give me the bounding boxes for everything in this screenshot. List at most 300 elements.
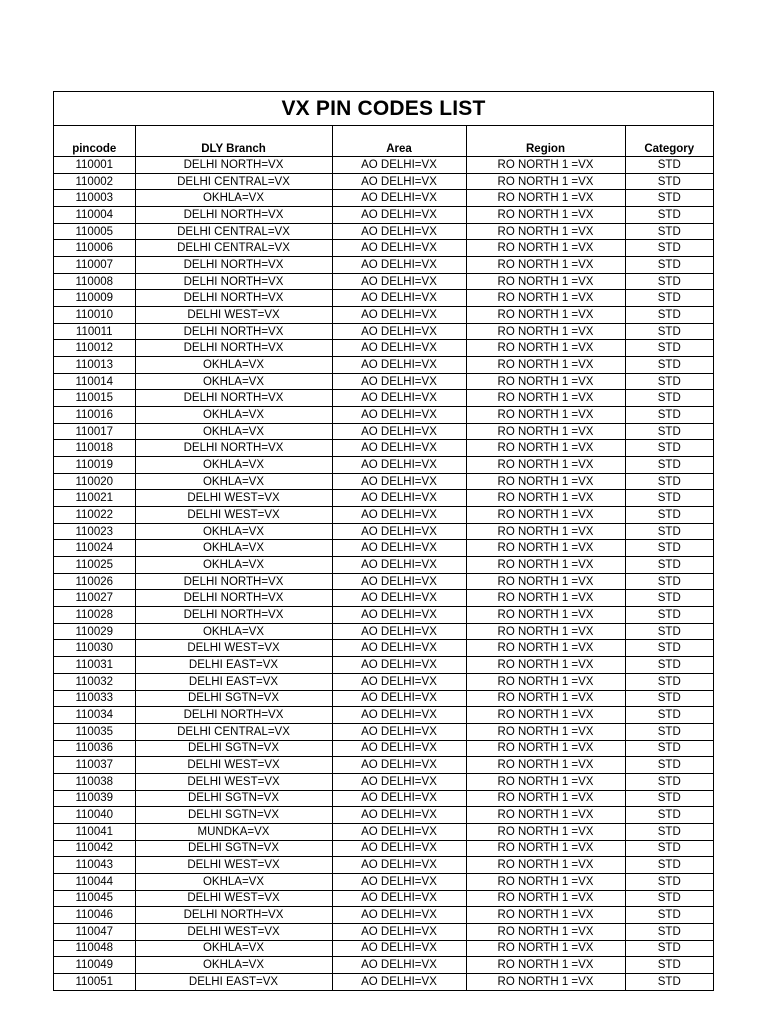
cell-area: AO DELHI=VX (332, 157, 466, 174)
table-row (54, 290, 713, 307)
cell-pincode: 110032 (54, 673, 135, 690)
table-row (54, 440, 713, 457)
cell-pincode: 110006 (54, 240, 135, 257)
cell-dly-branch: DELHI EAST=VX (135, 673, 332, 690)
cell-pincode: 110043 (54, 857, 135, 874)
cell-region: RO NORTH 1 =VX (466, 890, 625, 907)
cell-pincode: 110047 (54, 923, 135, 940)
cell-dly-branch: DELHI NORTH=VX (135, 573, 332, 590)
cell-category: STD (625, 657, 713, 674)
cell-pincode: 110039 (54, 790, 135, 807)
cell-pincode: 110014 (54, 373, 135, 390)
cell-pincode: 110037 (54, 757, 135, 774)
table-row (54, 940, 713, 957)
cell-area: AO DELHI=VX (332, 240, 466, 257)
cell-pincode: 110029 (54, 623, 135, 640)
cell-pincode: 110026 (54, 573, 135, 590)
table-row (54, 273, 713, 290)
table-row (54, 823, 713, 840)
cell-area: AO DELHI=VX (332, 590, 466, 607)
cell-dly-branch: DELHI EAST=VX (135, 657, 332, 674)
cell-region: RO NORTH 1 =VX (466, 273, 625, 290)
cell-category: STD (625, 673, 713, 690)
cell-pincode: 110013 (54, 357, 135, 374)
cell-region: RO NORTH 1 =VX (466, 823, 625, 840)
table-row (54, 590, 713, 607)
table-row (54, 657, 713, 674)
cell-category: STD (625, 190, 713, 207)
cell-dly-branch: DELHI NORTH=VX (135, 273, 332, 290)
cell-dly-branch: OKHLA=VX (135, 373, 332, 390)
cell-region: RO NORTH 1 =VX (466, 973, 625, 989)
cell-area: AO DELHI=VX (332, 707, 466, 724)
cell-category: STD (625, 490, 713, 507)
table-row (54, 973, 713, 989)
cell-pincode: 110044 (54, 873, 135, 890)
cell-region: RO NORTH 1 =VX (466, 657, 625, 674)
cell-category: STD (625, 290, 713, 307)
cell-pincode: 110002 (54, 173, 135, 190)
cell-pincode: 110022 (54, 507, 135, 524)
cell-region: RO NORTH 1 =VX (466, 390, 625, 407)
cell-category: STD (625, 173, 713, 190)
cell-pincode: 110020 (54, 473, 135, 490)
sheet-title: VX PIN CODES LIST (54, 92, 713, 126)
table-row (54, 807, 713, 824)
cell-region: RO NORTH 1 =VX (466, 673, 625, 690)
table-row (54, 473, 713, 490)
cell-pincode: 110018 (54, 440, 135, 457)
table-row (54, 457, 713, 474)
cell-category: STD (625, 307, 713, 324)
cell-region: RO NORTH 1 =VX (466, 507, 625, 524)
table-row (54, 240, 713, 257)
cell-category: STD (625, 273, 713, 290)
cell-area: AO DELHI=VX (332, 623, 466, 640)
cell-region: RO NORTH 1 =VX (466, 873, 625, 890)
table-row (54, 307, 713, 324)
cell-dly-branch: OKHLA=VX (135, 540, 332, 557)
table-row (54, 890, 713, 907)
cell-category: STD (625, 257, 713, 274)
table-row (54, 573, 713, 590)
cell-category: STD (625, 873, 713, 890)
cell-region: RO NORTH 1 =VX (466, 940, 625, 957)
cell-dly-branch: DELHI CENTRAL=VX (135, 240, 332, 257)
cell-category: STD (625, 340, 713, 357)
cell-pincode: 110042 (54, 840, 135, 857)
cell-region: RO NORTH 1 =VX (466, 907, 625, 924)
cell-region: RO NORTH 1 =VX (466, 440, 625, 457)
cell-dly-branch: MUNDKA=VX (135, 823, 332, 840)
cell-region: RO NORTH 1 =VX (466, 207, 625, 224)
table-row (54, 773, 713, 790)
cell-pincode: 110030 (54, 640, 135, 657)
cell-category: STD (625, 473, 713, 490)
cell-area: AO DELHI=VX (332, 740, 466, 757)
cell-pincode: 110015 (54, 390, 135, 407)
table-row (54, 490, 713, 507)
cell-area: AO DELHI=VX (332, 557, 466, 574)
cell-area: AO DELHI=VX (332, 957, 466, 974)
cell-pincode: 110021 (54, 490, 135, 507)
cell-region: RO NORTH 1 =VX (466, 623, 625, 640)
cell-area: AO DELHI=VX (332, 607, 466, 624)
cell-category: STD (625, 973, 713, 989)
cell-category: STD (625, 757, 713, 774)
cell-category: STD (625, 840, 713, 857)
cell-category: STD (625, 640, 713, 657)
table-row (54, 740, 713, 757)
table-row (54, 407, 713, 424)
table-row (54, 923, 713, 940)
table-row (54, 873, 713, 890)
table-row (54, 523, 713, 540)
cell-category: STD (625, 623, 713, 640)
cell-region: RO NORTH 1 =VX (466, 773, 625, 790)
cell-region: RO NORTH 1 =VX (466, 723, 625, 740)
cell-category: STD (625, 323, 713, 340)
cell-category: STD (625, 890, 713, 907)
cell-area: AO DELHI=VX (332, 840, 466, 857)
cell-region: RO NORTH 1 =VX (466, 373, 625, 390)
cell-area: AO DELHI=VX (332, 457, 466, 474)
cell-category: STD (625, 207, 713, 224)
cell-area: AO DELHI=VX (332, 757, 466, 774)
table-row (54, 173, 713, 190)
cell-category: STD (625, 573, 713, 590)
cell-dly-branch: DELHI NORTH=VX (135, 707, 332, 724)
cell-pincode: 110008 (54, 273, 135, 290)
table-row (54, 607, 713, 624)
cell-region: RO NORTH 1 =VX (466, 290, 625, 307)
table-row (54, 857, 713, 874)
cell-dly-branch: DELHI WEST=VX (135, 757, 332, 774)
cell-region: RO NORTH 1 =VX (466, 557, 625, 574)
cell-pincode: 110009 (54, 290, 135, 307)
cell-category: STD (625, 923, 713, 940)
cell-dly-branch: OKHLA=VX (135, 623, 332, 640)
cell-region: RO NORTH 1 =VX (466, 323, 625, 340)
cell-area: AO DELHI=VX (332, 490, 466, 507)
cell-area: AO DELHI=VX (332, 223, 466, 240)
cell-region: RO NORTH 1 =VX (466, 690, 625, 707)
cell-pincode: 110049 (54, 957, 135, 974)
cell-category: STD (625, 590, 713, 607)
cell-category: STD (625, 390, 713, 407)
table-row (54, 373, 713, 390)
cell-region: RO NORTH 1 =VX (466, 957, 625, 974)
cell-dly-branch: DELHI NORTH=VX (135, 590, 332, 607)
cell-region: RO NORTH 1 =VX (466, 157, 625, 174)
cell-pincode: 110028 (54, 607, 135, 624)
table-row (54, 157, 713, 174)
cell-region: RO NORTH 1 =VX (466, 707, 625, 724)
cell-region: RO NORTH 1 =VX (466, 307, 625, 324)
cell-region: RO NORTH 1 =VX (466, 840, 625, 857)
column-header-dly-branch: DLY Branch (135, 126, 332, 157)
cell-region: RO NORTH 1 =VX (466, 590, 625, 607)
cell-region: RO NORTH 1 =VX (466, 240, 625, 257)
cell-area: AO DELHI=VX (332, 790, 466, 807)
cell-category: STD (625, 907, 713, 924)
cell-area: AO DELHI=VX (332, 940, 466, 957)
table-row (54, 190, 713, 207)
cell-pincode: 110017 (54, 423, 135, 440)
table-row (54, 907, 713, 924)
cell-area: AO DELHI=VX (332, 523, 466, 540)
column-header-pincode: pincode (54, 126, 135, 157)
cell-area: AO DELHI=VX (332, 257, 466, 274)
cell-area: AO DELHI=VX (332, 807, 466, 824)
table-row (54, 323, 713, 340)
cell-dly-branch: OKHLA=VX (135, 357, 332, 374)
pin-codes-sheet (53, 91, 714, 991)
cell-pincode: 110033 (54, 690, 135, 707)
cell-category: STD (625, 157, 713, 174)
table-row (54, 340, 713, 357)
cell-dly-branch: DELHI SGTN=VX (135, 740, 332, 757)
cell-category: STD (625, 373, 713, 390)
cell-dly-branch: DELHI NORTH=VX (135, 440, 332, 457)
cell-dly-branch: DELHI WEST=VX (135, 490, 332, 507)
table-row (54, 723, 713, 740)
cell-dly-branch: DELHI CENTRAL=VX (135, 223, 332, 240)
cell-category: STD (625, 223, 713, 240)
cell-area: AO DELHI=VX (332, 323, 466, 340)
cell-pincode: 110034 (54, 707, 135, 724)
cell-pincode: 110023 (54, 523, 135, 540)
cell-category: STD (625, 723, 713, 740)
table-row (54, 840, 713, 857)
cell-dly-branch: DELHI NORTH=VX (135, 323, 332, 340)
cell-area: AO DELHI=VX (332, 290, 466, 307)
cell-dly-branch: OKHLA=VX (135, 407, 332, 424)
cell-dly-branch: DELHI SGTN=VX (135, 790, 332, 807)
cell-pincode: 110045 (54, 890, 135, 907)
table-row (54, 207, 713, 224)
cell-area: AO DELHI=VX (332, 890, 466, 907)
cell-pincode: 110019 (54, 457, 135, 474)
cell-region: RO NORTH 1 =VX (466, 807, 625, 824)
cell-region: RO NORTH 1 =VX (466, 740, 625, 757)
table-row (54, 790, 713, 807)
column-header-category: Category (625, 126, 713, 157)
cell-pincode: 110001 (54, 157, 135, 174)
cell-area: AO DELHI=VX (332, 690, 466, 707)
cell-region: RO NORTH 1 =VX (466, 223, 625, 240)
cell-category: STD (625, 807, 713, 824)
cell-pincode: 110011 (54, 323, 135, 340)
cell-area: AO DELHI=VX (332, 973, 466, 989)
cell-dly-branch: OKHLA=VX (135, 557, 332, 574)
cell-dly-branch: OKHLA=VX (135, 873, 332, 890)
cell-area: AO DELHI=VX (332, 307, 466, 324)
cell-area: AO DELHI=VX (332, 273, 466, 290)
cell-area: AO DELHI=VX (332, 657, 466, 674)
cell-area: AO DELHI=VX (332, 723, 466, 740)
cell-region: RO NORTH 1 =VX (466, 490, 625, 507)
cell-dly-branch: DELHI WEST=VX (135, 890, 332, 907)
table-row (54, 757, 713, 774)
cell-area: AO DELHI=VX (332, 423, 466, 440)
cell-area: AO DELHI=VX (332, 507, 466, 524)
table-row (54, 257, 713, 274)
cell-area: AO DELHI=VX (332, 640, 466, 657)
table-row (54, 423, 713, 440)
cell-category: STD (625, 607, 713, 624)
cell-dly-branch: DELHI EAST=VX (135, 973, 332, 989)
cell-pincode: 110025 (54, 557, 135, 574)
cell-area: AO DELHI=VX (332, 873, 466, 890)
cell-category: STD (625, 457, 713, 474)
cell-dly-branch: DELHI NORTH=VX (135, 907, 332, 924)
cell-dly-branch: OKHLA=VX (135, 423, 332, 440)
cell-region: RO NORTH 1 =VX (466, 407, 625, 424)
table-body (54, 157, 713, 990)
cell-dly-branch: OKHLA=VX (135, 523, 332, 540)
cell-dly-branch: DELHI WEST=VX (135, 857, 332, 874)
cell-category: STD (625, 440, 713, 457)
cell-region: RO NORTH 1 =VX (466, 190, 625, 207)
cell-pincode: 110035 (54, 723, 135, 740)
cell-area: AO DELHI=VX (332, 857, 466, 874)
cell-category: STD (625, 707, 713, 724)
cell-area: AO DELHI=VX (332, 540, 466, 557)
cell-region: RO NORTH 1 =VX (466, 573, 625, 590)
cell-category: STD (625, 540, 713, 557)
cell-dly-branch: DELHI WEST=VX (135, 507, 332, 524)
table-row (54, 557, 713, 574)
cell-pincode: 110038 (54, 773, 135, 790)
cell-category: STD (625, 823, 713, 840)
cell-pincode: 110005 (54, 223, 135, 240)
cell-category: STD (625, 857, 713, 874)
cell-region: RO NORTH 1 =VX (466, 540, 625, 557)
cell-pincode: 110003 (54, 190, 135, 207)
cell-region: RO NORTH 1 =VX (466, 857, 625, 874)
cell-area: AO DELHI=VX (332, 373, 466, 390)
cell-region: RO NORTH 1 =VX (466, 457, 625, 474)
cell-category: STD (625, 557, 713, 574)
table-row (54, 673, 713, 690)
table-row (54, 623, 713, 640)
pin-codes-table (54, 126, 713, 990)
cell-area: AO DELHI=VX (332, 173, 466, 190)
cell-area: AO DELHI=VX (332, 340, 466, 357)
cell-area: AO DELHI=VX (332, 407, 466, 424)
cell-category: STD (625, 523, 713, 540)
cell-dly-branch: DELHI SGTN=VX (135, 840, 332, 857)
column-header-region: Region (466, 126, 625, 157)
table-row (54, 507, 713, 524)
cell-region: RO NORTH 1 =VX (466, 340, 625, 357)
cell-region: RO NORTH 1 =VX (466, 640, 625, 657)
cell-region: RO NORTH 1 =VX (466, 607, 625, 624)
cell-region: RO NORTH 1 =VX (466, 423, 625, 440)
cell-region: RO NORTH 1 =VX (466, 357, 625, 374)
header-row (54, 126, 713, 157)
cell-dly-branch: DELHI NORTH=VX (135, 290, 332, 307)
cell-area: AO DELHI=VX (332, 573, 466, 590)
cell-pincode: 110051 (54, 973, 135, 989)
cell-dly-branch: OKHLA=VX (135, 473, 332, 490)
cell-dly-branch: DELHI WEST=VX (135, 923, 332, 940)
cell-area: AO DELHI=VX (332, 440, 466, 457)
cell-pincode: 110024 (54, 540, 135, 557)
cell-region: RO NORTH 1 =VX (466, 790, 625, 807)
cell-dly-branch: DELHI SGTN=VX (135, 807, 332, 824)
cell-dly-branch: DELHI CENTRAL=VX (135, 723, 332, 740)
table-row (54, 957, 713, 974)
cell-category: STD (625, 407, 713, 424)
cell-dly-branch: DELHI NORTH=VX (135, 390, 332, 407)
cell-area: AO DELHI=VX (332, 907, 466, 924)
table-row (54, 223, 713, 240)
cell-dly-branch: DELHI NORTH=VX (135, 340, 332, 357)
cell-pincode: 110007 (54, 257, 135, 274)
cell-dly-branch: DELHI NORTH=VX (135, 207, 332, 224)
cell-area: AO DELHI=VX (332, 390, 466, 407)
cell-category: STD (625, 357, 713, 374)
table-row (54, 690, 713, 707)
cell-region: RO NORTH 1 =VX (466, 523, 625, 540)
cell-dly-branch: DELHI WEST=VX (135, 640, 332, 657)
cell-pincode: 110046 (54, 907, 135, 924)
cell-area: AO DELHI=VX (332, 473, 466, 490)
cell-category: STD (625, 423, 713, 440)
cell-dly-branch: OKHLA=VX (135, 457, 332, 474)
cell-category: STD (625, 690, 713, 707)
table-row (54, 357, 713, 374)
cell-pincode: 110041 (54, 823, 135, 840)
cell-region: RO NORTH 1 =VX (466, 173, 625, 190)
table-row (54, 640, 713, 657)
cell-dly-branch: DELHI SGTN=VX (135, 690, 332, 707)
cell-dly-branch: DELHI CENTRAL=VX (135, 173, 332, 190)
cell-category: STD (625, 940, 713, 957)
cell-area: AO DELHI=VX (332, 207, 466, 224)
cell-pincode: 110012 (54, 340, 135, 357)
cell-region: RO NORTH 1 =VX (466, 257, 625, 274)
cell-dly-branch: DELHI NORTH=VX (135, 157, 332, 174)
cell-category: STD (625, 957, 713, 974)
cell-area: AO DELHI=VX (332, 823, 466, 840)
cell-dly-branch: DELHI NORTH=VX (135, 257, 332, 274)
cell-pincode: 110010 (54, 307, 135, 324)
cell-area: AO DELHI=VX (332, 773, 466, 790)
cell-dly-branch: DELHI WEST=VX (135, 773, 332, 790)
cell-area: AO DELHI=VX (332, 190, 466, 207)
column-header-area: Area (332, 126, 466, 157)
cell-dly-branch: OKHLA=VX (135, 190, 332, 207)
cell-area: AO DELHI=VX (332, 357, 466, 374)
cell-category: STD (625, 240, 713, 257)
cell-pincode: 110031 (54, 657, 135, 674)
cell-pincode: 110048 (54, 940, 135, 957)
cell-dly-branch: DELHI NORTH=VX (135, 607, 332, 624)
table-row (54, 707, 713, 724)
cell-dly-branch: OKHLA=VX (135, 940, 332, 957)
cell-region: RO NORTH 1 =VX (466, 473, 625, 490)
cell-dly-branch: DELHI WEST=VX (135, 307, 332, 324)
cell-category: STD (625, 790, 713, 807)
cell-pincode: 110036 (54, 740, 135, 757)
cell-pincode: 110027 (54, 590, 135, 607)
table-row (54, 390, 713, 407)
cell-pincode: 110004 (54, 207, 135, 224)
cell-category: STD (625, 740, 713, 757)
